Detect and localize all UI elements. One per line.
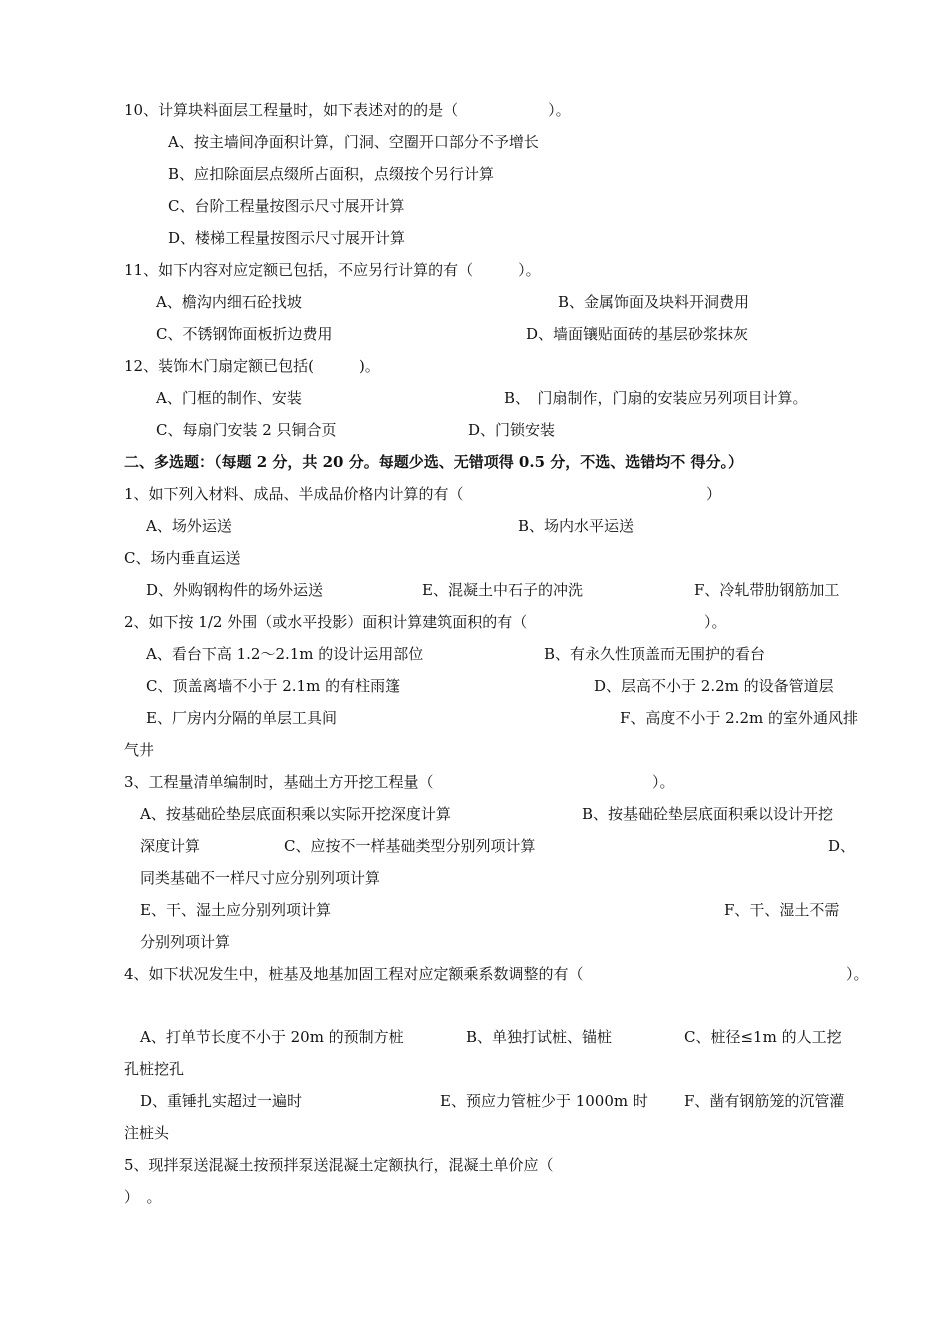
m3-option-a: A、按基础砼垫层底面积乘以实际开挖深度计算 xyxy=(140,805,451,823)
m2-option-f: F、高度不小于 2.2m 的室外通风排 xyxy=(620,709,859,727)
m3-option-d-cont: 同类基础不一样尺寸应分别列项计算 xyxy=(140,869,381,887)
m3-option-c: C、应按不一样基础类型分别列项计算 xyxy=(284,837,536,855)
m1-stem: 1、如下列入材料、成品、半成品价格内计算的有（ xyxy=(124,485,464,503)
q12-stem: 12、装饰木门扇定额已包括( )。 xyxy=(124,357,380,375)
m5-stem: 5、现拌泵送混凝土按预拌泵送混凝土定额执行，混凝土单价应（ xyxy=(124,1156,554,1174)
m1-option-b: B、场内水平运送 xyxy=(518,517,635,535)
m1-option-d: D、外购钢构件的场外运送 xyxy=(146,581,324,599)
m4-option-d: D、重锤扎实超过一遍时 xyxy=(140,1092,303,1110)
m3-close: ）。 xyxy=(652,773,675,791)
m3-option-b: B、按基础砼垫层底面积乘以设计开挖 xyxy=(582,805,834,823)
q12-option-c: C、每扇门安装 2 只铜合页 xyxy=(156,421,337,439)
m4-option-c-cont: 孔桩挖孔 xyxy=(124,1060,185,1078)
q11-stem: 11、如下内容对应定额已包括，不应另行计算的有（ ）。 xyxy=(124,261,541,279)
m2-close: ）。 xyxy=(704,613,727,631)
m2-option-f-cont: 气井 xyxy=(124,741,155,759)
m5-close: ） 。 xyxy=(124,1188,162,1206)
section-2-heading: 二、多选题：（每题 2 分，共 20 分。每题少选、无错项得 0.5 分，不选、选错均不 得分。） xyxy=(124,453,743,471)
m1-option-a: A、场外运送 xyxy=(146,517,232,535)
m4-option-a: A、打单节长度不小于 20m 的预制方桩 xyxy=(140,1028,404,1046)
m3-option-f: F、干、湿土不需 xyxy=(724,901,840,919)
m1-option-e: E、混凝土中石子的冲洗 xyxy=(422,581,583,599)
m1-close: ） xyxy=(706,485,722,503)
q12-option-a: A、门框的制作、安装 xyxy=(156,389,302,407)
q10-stem: 10、计算块料面层工程量时，如下表述对的的是（ ）。 xyxy=(124,101,571,119)
q12-option-d: D、门锁安装 xyxy=(468,421,556,439)
m3-stem: 3、工程量清单编制时，基础土方开挖工程量（ xyxy=(124,773,434,791)
m2-option-a: A、看台下高 1.2～2.1m 的设计运用部位 xyxy=(146,645,424,663)
m3-option-e: E、干、湿土应分别列项计算 xyxy=(140,901,331,919)
q12-option-b: B、 门扇制作，门扇的安装应另列项目计算。 xyxy=(504,389,808,407)
m4-option-c: C、桩径≤1m 的人工挖 xyxy=(684,1028,842,1046)
q10-option-c: C、台阶工程量按图示尺寸展开计算 xyxy=(168,197,405,215)
q11-option-c: C、不锈钢饰面板折边费用 xyxy=(156,325,333,343)
q11-option-a: A、檐沟内细石砼找坡 xyxy=(156,293,302,311)
m2-option-d: D、层高不小于 2.2m 的设备管道层 xyxy=(594,677,834,695)
m3-option-f-cont: 分别列项计算 xyxy=(140,933,231,951)
q11-option-b: B、金属饰面及块料开洞费用 xyxy=(558,293,750,311)
m4-option-b: B、单独打试桩、锚桩 xyxy=(466,1028,613,1046)
q10-option-b: B、应扣除面层点缀所占面积，点缀按个另行计算 xyxy=(168,165,495,183)
m4-option-e: E、预应力管桩少于 1000m 时 xyxy=(440,1092,648,1110)
m2-option-e: E、厂房内分隔的单层工具间 xyxy=(146,709,337,727)
m4-close: ）。 xyxy=(846,965,869,983)
m2-stem: 2、如下按 1/2 外围（或水平投影）面积计算建筑面积的有（ xyxy=(124,613,528,631)
m4-option-f-cont: 注桩头 xyxy=(124,1124,170,1142)
m3-option-b-cont: 深度计算 xyxy=(140,837,201,855)
m4-stem: 4、如下状况发生中，桩基及地基加固工程对应定额乘系数调整的有（ xyxy=(124,965,584,983)
m2-option-b: B、有永久性顶盖而无围护的看台 xyxy=(544,645,766,663)
m1-option-c: C、场内垂直运送 xyxy=(124,549,241,567)
m3-option-d: D、 xyxy=(828,837,856,855)
m4-option-f: F、凿有钢筋笼的沉管灌 xyxy=(684,1092,845,1110)
m2-option-c: C、顶盖离墙不小于 2.1m 的有柱雨篷 xyxy=(146,677,401,695)
m1-option-f: F、冷轧带肋钢筋加工 xyxy=(694,581,840,599)
q10-option-a: A、按主墙间净面积计算，门洞、空圈开口部分不予增长 xyxy=(168,133,539,151)
q11-option-d: D、墙面镶贴面砖的基层砂浆抹灰 xyxy=(526,325,749,343)
q10-option-d: D、楼梯工程量按图示尺寸展开计算 xyxy=(168,229,406,247)
